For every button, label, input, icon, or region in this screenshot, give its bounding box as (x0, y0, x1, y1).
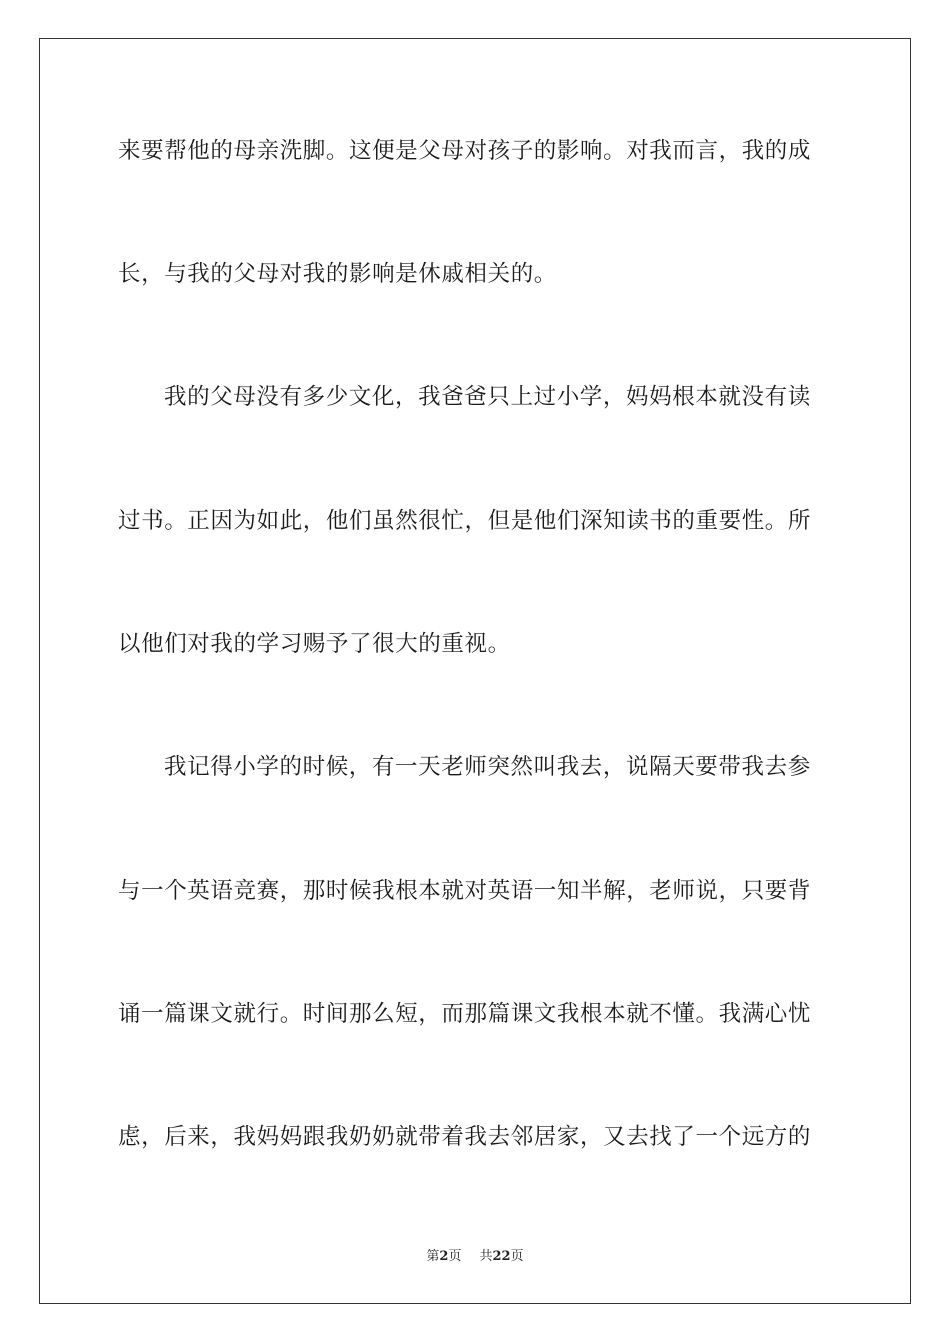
text-line-8: 诵一篇课文就行。时间那么短，而那篇课文我根本就不懂。我满心忧 (118, 1001, 812, 1027)
text-line-7: 与一个英语竞赛，那时候我根本就对英语一知半解，老师说，只要背 (118, 878, 812, 904)
page-border (39, 38, 911, 1304)
text-line-4: 过书。正因为如此，他们虽然很忙，但是他们深知读书的重要性。所 (118, 508, 812, 534)
page-suffix: 页 (448, 1249, 462, 1264)
total-suffix: 页 (510, 1249, 524, 1264)
text-line-5: 以他们对我的学习赐予了很大的重视。 (118, 631, 511, 657)
total-pages: 22 (492, 1249, 511, 1264)
total-prefix: 共 (479, 1249, 493, 1264)
text-line-2: 长，与我的父母对我的影响是休戚相关的。 (118, 261, 557, 287)
paragraph-start-line-3: 我的父母没有多少文化，我爸爸只上过小学，妈妈根本就没有读 (164, 384, 811, 410)
paragraph-start-line-6: 我记得小学的时候，有一天老师突然叫我去，说隔天要带我去参 (164, 754, 811, 780)
text-line-1: 来要帮他的母亲洗脚。这便是父母对孩子的影响。对我而言，我的成 (118, 138, 812, 164)
page-footer (0, 1246, 950, 1268)
page-prefix: 第 (426, 1249, 440, 1264)
text-line-9: 虑，后来，我妈妈跟我奶奶就带着我去邻居家，又去找了一个远方的 (118, 1124, 812, 1150)
page-number: 2 (439, 1249, 449, 1264)
